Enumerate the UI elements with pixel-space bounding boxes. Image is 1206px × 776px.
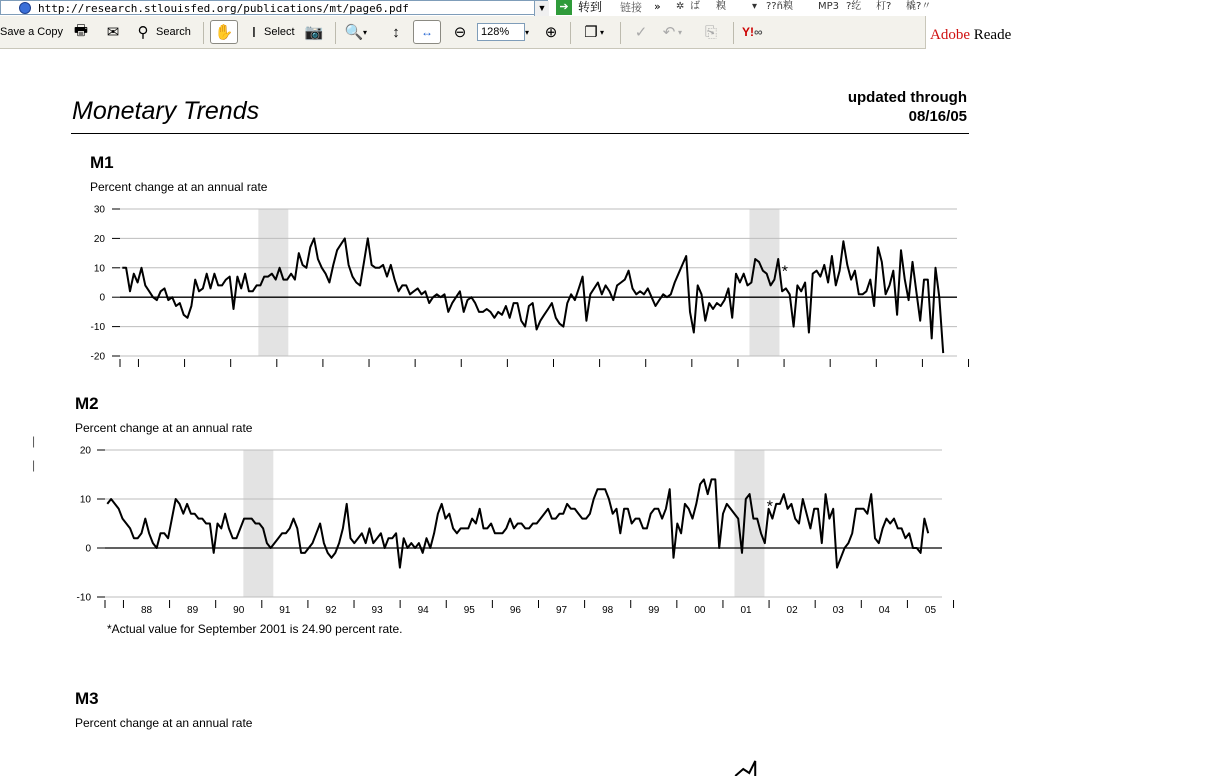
fit-page-button[interactable] — [387, 16, 405, 48]
reader-toolbar — [0, 16, 1020, 49]
toolbar-extra-icon[interactable]: ✲ — [676, 1, 685, 12]
hand-tool-button[interactable] — [210, 20, 238, 44]
document-title: Monetary Trends — [72, 97, 260, 125]
m2-x-tick-label: 91 — [279, 605, 291, 616]
margin-mark: | — [32, 434, 36, 448]
m2-x-tick-label: 05 — [924, 605, 937, 616]
m1-recession-band — [749, 209, 779, 356]
address-dropdown-icon[interactable]: ▼ — [534, 1, 549, 16]
m2-x-tick-label: 99 — [648, 605, 660, 616]
go-arrow-icon: ➔ — [556, 0, 572, 15]
m2-x-tick-label: 89 — [187, 605, 199, 616]
m2-x-tick-label: 04 — [878, 605, 890, 616]
toolbar-extra-item[interactable]: ?纥 — [846, 1, 862, 12]
fit-width-icon: ↔ — [421, 25, 433, 39]
toolbar-divider — [335, 22, 336, 44]
updated-line-1: updated through — [847, 89, 967, 106]
zoom-out-icon: ⊖ — [453, 24, 467, 41]
toolbar-extra-dropdown-icon[interactable]: ▾ — [752, 1, 758, 12]
search-button[interactable] — [134, 16, 191, 48]
page-layout-button[interactable] — [582, 16, 604, 48]
address-field[interactable] — [0, 0, 548, 15]
zoom-dropdown-button[interactable] — [525, 16, 529, 48]
toolbar-divider — [203, 22, 204, 44]
charts-canvas — [0, 49, 1206, 776]
links-more[interactable]: » — [654, 0, 661, 13]
m2-x-tick-label: 03 — [832, 605, 844, 616]
m1-y-tick-label: -10 — [90, 322, 105, 334]
toolbar-divider — [733, 22, 734, 44]
m2-y-tick-label: 10 — [79, 494, 91, 506]
m2-x-tick-label: 90 — [233, 605, 245, 616]
m3-series-line — [735, 761, 755, 776]
m2-x-tick-label: 92 — [325, 605, 337, 616]
camera-icon: 📷 — [304, 24, 324, 41]
m2-x-tick-label: 88 — [140, 605, 153, 616]
select-label: Select — [264, 26, 295, 38]
m2-y-tick-label: -10 — [76, 592, 91, 604]
text-cursor-icon: I — [251, 23, 257, 41]
m2-x-tick-label: 93 — [371, 605, 383, 616]
m2-x-tick-label: 01 — [740, 605, 752, 616]
magnifier-plus-icon: 🔍 — [344, 24, 364, 41]
hand-icon: ✋ — [214, 24, 234, 41]
chevron-down-icon: ▾ — [363, 27, 368, 37]
toolbar-divider — [620, 22, 621, 44]
snapshot-button[interactable] — [305, 16, 323, 48]
links-label[interactable]: 链接 — [620, 1, 642, 14]
undo-button[interactable] — [660, 16, 682, 48]
footnote: *Actual value for September 2001 is 24.90 percent rate. — [107, 622, 403, 636]
chevron-down-icon: ▾ — [525, 27, 530, 37]
m2-x-tick-label: 02 — [786, 605, 798, 616]
m2-x-tick-label: 98 — [602, 605, 614, 616]
zoom-in-icon: ⊕ — [544, 24, 558, 41]
m1-chart-subtitle: Percent change at an annual rate — [90, 180, 268, 194]
adobe-reader-logo — [925, 16, 1020, 49]
toolbar-extra-item[interactable]: 朾? — [876, 1, 892, 12]
address-url[interactable]: http://research.stlouisfed.org/publications/mt/page6.pdf — [38, 2, 409, 15]
m2-x-tick-label: 96 — [509, 605, 521, 616]
m2-chart-subtitle: Percent change at an annual rate — [75, 421, 253, 435]
updated-line-2: 08/16/05 — [908, 108, 967, 125]
m1-y-tick-label: -20 — [90, 351, 105, 363]
m2-x-tick-label: 00 — [694, 605, 706, 616]
save-copy-label: Save a Copy — [0, 26, 63, 38]
printer-icon: 🖶 — [73, 21, 89, 39]
toolbar-extra-item[interactable]: 橇?〃 — [906, 1, 932, 12]
toolbar-extra-item[interactable]: 糗 — [716, 1, 726, 12]
toolbar-extra-item[interactable]: ??ñ糗 — [766, 1, 793, 12]
m1-y-tick-label: 0 — [99, 292, 105, 304]
spellcheck-button[interactable] — [632, 16, 650, 48]
zoom-out-button[interactable] — [451, 16, 469, 48]
m1-y-tick-label: 20 — [93, 233, 105, 245]
m1-annotation: * — [781, 263, 788, 281]
page-globe-icon — [19, 2, 31, 14]
margin-mark: | — [32, 458, 36, 472]
zoom-field[interactable]: 128% — [477, 23, 525, 41]
m2-series-line — [107, 479, 928, 567]
m1-y-tick-label: 30 — [93, 204, 105, 216]
email-button[interactable] — [104, 16, 122, 48]
yahoo-glasses-icon: ∞ — [754, 25, 763, 39]
go-label: 转到 — [578, 0, 603, 14]
print-button[interactable] — [72, 16, 90, 48]
m2-y-tick-label: 0 — [85, 543, 91, 555]
m1-series-line — [122, 238, 943, 353]
chevron-down-icon: ▾ — [678, 27, 683, 37]
m2-x-tick-label: 95 — [463, 605, 475, 616]
address-bar-row — [0, 0, 1206, 16]
yahoo-icon: Y! — [742, 25, 754, 39]
undo-icon: ↶ — [662, 24, 676, 41]
m3-chart-title: M3 — [75, 689, 99, 708]
document-pages-icon: ❐ — [584, 24, 598, 41]
yahoo-button[interactable] — [742, 16, 763, 48]
copy-button[interactable] — [702, 16, 720, 48]
m2-y-tick-label: 20 — [79, 445, 91, 457]
m2-x-tick-label: 94 — [417, 605, 429, 616]
m1-chart-title: M1 — [90, 153, 114, 172]
zoom-in-tool-button[interactable] — [345, 16, 367, 48]
m2-annotation: * — [766, 498, 773, 516]
chevron-down-icon: ▾ — [600, 27, 605, 37]
zoom-in-button[interactable] — [542, 16, 560, 48]
select-tool-button[interactable] — [245, 16, 295, 48]
m2-chart-title: M2 — [75, 394, 99, 413]
fit-page-icon: ↕ — [392, 23, 400, 41]
save-copy-button[interactable] — [0, 16, 63, 48]
spellcheck-icon: ✓ — [634, 24, 648, 41]
binoculars-icon: ⚲ — [137, 24, 149, 41]
toolbar-extra-item[interactable]: MP3 — [818, 1, 840, 12]
email-globe-icon: ✉ — [106, 24, 120, 41]
m2-x-tick-label: 97 — [555, 605, 568, 616]
toolbar-extra-item[interactable]: ば — [690, 1, 700, 12]
copy-icon: ⎘ — [704, 23, 717, 41]
m1-y-tick-label: 10 — [93, 263, 105, 275]
adobe-brand: Adobe — [930, 27, 970, 43]
toolbar-divider — [570, 22, 571, 44]
adobe-reader-word: Reade — [973, 27, 1012, 43]
pdf-page — [0, 49, 1206, 776]
m1-recession-band — [258, 209, 288, 356]
search-label: Search — [156, 26, 191, 38]
m3-chart-subtitle: Percent change at an annual rate — [75, 716, 253, 730]
fit-width-button[interactable] — [413, 20, 441, 44]
